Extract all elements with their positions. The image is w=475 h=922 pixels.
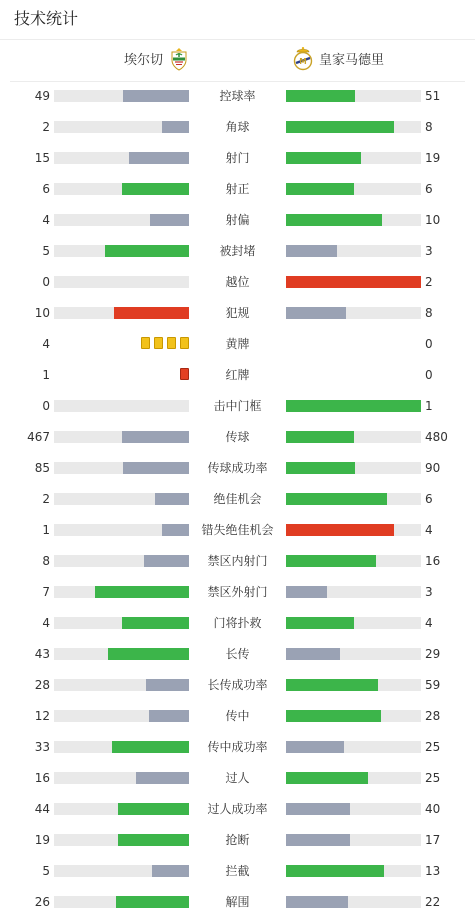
away-bar bbox=[286, 400, 421, 412]
home-bar-fill bbox=[150, 214, 189, 226]
home-bar bbox=[54, 524, 189, 536]
stat-row bbox=[0, 147, 475, 178]
stat-row bbox=[0, 395, 475, 426]
home-value: 5 bbox=[42, 244, 50, 258]
away-bar-fill bbox=[286, 121, 394, 133]
away-value: 8 bbox=[425, 120, 433, 134]
home-bar-fill bbox=[105, 245, 189, 257]
away-bar-fill bbox=[286, 276, 421, 288]
away-bar-fill bbox=[286, 462, 355, 474]
home-bar-fill bbox=[118, 803, 189, 815]
stat-label: 禁区内射门 bbox=[207, 554, 268, 568]
home-bar-fill bbox=[129, 152, 189, 164]
home-team[interactable] bbox=[124, 46, 189, 76]
stat-row bbox=[0, 116, 475, 147]
home-bar bbox=[54, 90, 189, 102]
home-bar-fill bbox=[116, 896, 189, 908]
away-bar-fill bbox=[286, 710, 381, 722]
away-value: 6 bbox=[425, 492, 433, 506]
stat-row bbox=[0, 364, 475, 395]
title-divider bbox=[0, 39, 475, 40]
away-value: 25 bbox=[425, 740, 441, 754]
away-value: 13 bbox=[425, 864, 441, 878]
stat-row bbox=[0, 798, 475, 829]
away-bar bbox=[286, 307, 421, 319]
stat-row bbox=[0, 612, 475, 643]
stat-row bbox=[0, 302, 475, 333]
away-bar-fill bbox=[286, 679, 378, 691]
stat-label: 解围 bbox=[225, 895, 250, 909]
yellow-card-icon bbox=[167, 337, 176, 349]
home-bar bbox=[54, 834, 189, 846]
away-value: 51 bbox=[425, 89, 441, 103]
home-value: 26 bbox=[34, 895, 50, 909]
away-bar bbox=[286, 245, 421, 257]
stat-label: 击中门框 bbox=[213, 399, 262, 413]
stat-label: 黄牌 bbox=[225, 337, 250, 351]
home-value: 4 bbox=[42, 337, 50, 351]
home-value: 5 bbox=[42, 864, 50, 878]
home-bar bbox=[54, 710, 189, 722]
stat-label: 被封堵 bbox=[219, 244, 256, 258]
away-value: 4 bbox=[425, 523, 433, 537]
home-bar bbox=[54, 617, 189, 629]
header-divider bbox=[10, 81, 465, 82]
stat-row bbox=[0, 457, 475, 488]
away-value: 0 bbox=[425, 368, 433, 382]
away-value: 480 bbox=[425, 430, 448, 444]
home-bar-fill bbox=[162, 121, 189, 133]
stat-label: 拦截 bbox=[225, 864, 250, 878]
away-bar bbox=[286, 493, 421, 505]
away-value: 16 bbox=[425, 554, 441, 568]
away-bar-fill bbox=[286, 183, 354, 195]
stat-row bbox=[0, 209, 475, 240]
home-cards bbox=[180, 368, 189, 382]
home-bar bbox=[54, 245, 189, 257]
away-value: 19 bbox=[425, 151, 441, 165]
away-value: 3 bbox=[425, 585, 433, 599]
home-bar-fill bbox=[108, 648, 189, 660]
away-bar bbox=[286, 865, 421, 877]
away-bar bbox=[286, 648, 421, 660]
away-bar bbox=[286, 772, 421, 784]
stats-list bbox=[0, 85, 475, 922]
home-value: 44 bbox=[34, 802, 50, 816]
yellow-card-icon bbox=[154, 337, 163, 349]
stat-label: 门将扑救 bbox=[213, 616, 262, 630]
red-card-icon bbox=[180, 368, 189, 380]
home-bar-fill bbox=[114, 307, 189, 319]
away-bar-fill bbox=[286, 834, 350, 846]
away-value: 25 bbox=[425, 771, 441, 785]
home-bar-fill bbox=[118, 834, 189, 846]
home-bar-fill bbox=[136, 772, 189, 784]
away-value: 90 bbox=[425, 461, 441, 475]
real-madrid-crest-icon bbox=[292, 46, 314, 76]
stat-row bbox=[0, 767, 475, 798]
away-value: 0 bbox=[425, 337, 433, 351]
stat-label: 绝佳机会 bbox=[213, 492, 262, 506]
home-value: 49 bbox=[34, 89, 50, 103]
home-cards bbox=[141, 337, 189, 351]
home-bar bbox=[54, 648, 189, 660]
home-bar-fill bbox=[123, 90, 189, 102]
away-value: 59 bbox=[425, 678, 441, 692]
stat-label: 过人成功率 bbox=[207, 802, 268, 816]
away-value: 40 bbox=[425, 802, 441, 816]
home-bar bbox=[54, 803, 189, 815]
home-bar bbox=[54, 772, 189, 784]
home-bar bbox=[54, 493, 189, 505]
away-bar bbox=[286, 276, 421, 288]
home-bar bbox=[54, 214, 189, 226]
away-bar bbox=[286, 462, 421, 474]
stat-label: 错失绝佳机会 bbox=[201, 523, 274, 537]
stat-row bbox=[0, 643, 475, 674]
home-bar-fill bbox=[95, 586, 190, 598]
stat-row bbox=[0, 674, 475, 705]
stat-label: 射正 bbox=[225, 182, 250, 196]
away-bar bbox=[286, 679, 421, 691]
stat-label: 传中成功率 bbox=[207, 740, 268, 754]
stat-row bbox=[0, 891, 475, 922]
home-value: 7 bbox=[42, 585, 50, 599]
away-team-name: 皇家马德里 bbox=[319, 53, 385, 68]
home-bar-fill bbox=[122, 617, 190, 629]
home-bar bbox=[54, 400, 189, 412]
away-bar bbox=[286, 803, 421, 815]
home-value: 12 bbox=[34, 709, 50, 723]
home-bar-fill bbox=[155, 493, 189, 505]
away-bar-fill bbox=[286, 245, 337, 257]
home-value: 19 bbox=[34, 833, 50, 847]
home-bar bbox=[54, 183, 189, 195]
away-value: 10 bbox=[425, 213, 441, 227]
away-team[interactable] bbox=[292, 46, 384, 76]
away-bar-fill bbox=[286, 896, 348, 908]
stat-label: 犯规 bbox=[225, 306, 250, 320]
stat-label: 长传 bbox=[225, 647, 250, 661]
yellow-card-icon bbox=[141, 337, 150, 349]
stat-label: 控球率 bbox=[219, 89, 256, 103]
away-bar-fill bbox=[286, 214, 382, 226]
elche-crest-icon bbox=[169, 47, 189, 75]
home-value: 8 bbox=[42, 554, 50, 568]
stat-label: 禁区外射门 bbox=[207, 585, 268, 599]
away-value: 28 bbox=[425, 709, 441, 723]
stat-row bbox=[0, 550, 475, 581]
home-value: 2 bbox=[42, 120, 50, 134]
home-bar-fill bbox=[152, 865, 190, 877]
home-bar bbox=[54, 896, 189, 908]
away-bar bbox=[286, 524, 421, 536]
away-bar bbox=[286, 586, 421, 598]
away-bar bbox=[286, 121, 421, 133]
home-value: 15 bbox=[34, 151, 50, 165]
home-value: 85 bbox=[34, 461, 50, 475]
home-value: 6 bbox=[42, 182, 50, 196]
away-bar bbox=[286, 214, 421, 226]
stat-label: 射偏 bbox=[225, 213, 250, 227]
away-bar-fill bbox=[286, 772, 368, 784]
home-value: 467 bbox=[27, 430, 50, 444]
home-value: 10 bbox=[34, 306, 50, 320]
away-value: 29 bbox=[425, 647, 441, 661]
home-bar-fill bbox=[162, 524, 189, 536]
home-bar-fill bbox=[122, 431, 189, 443]
home-bar bbox=[54, 431, 189, 443]
away-bar bbox=[286, 183, 421, 195]
away-bar-fill bbox=[286, 865, 384, 877]
away-bar-fill bbox=[286, 493, 387, 505]
away-bar-fill bbox=[286, 307, 346, 319]
away-bar bbox=[286, 152, 421, 164]
home-bar bbox=[54, 679, 189, 691]
home-bar bbox=[54, 865, 189, 877]
home-bar bbox=[54, 152, 189, 164]
home-bar bbox=[54, 462, 189, 474]
stat-row bbox=[0, 426, 475, 457]
stat-label: 传球 bbox=[225, 430, 250, 444]
away-bar-fill bbox=[286, 524, 394, 536]
home-value: 1 bbox=[42, 523, 50, 537]
home-value: 4 bbox=[42, 213, 50, 227]
home-value: 16 bbox=[34, 771, 50, 785]
home-value: 28 bbox=[34, 678, 50, 692]
home-bar bbox=[54, 307, 189, 319]
away-bar bbox=[286, 896, 421, 908]
home-value: 33 bbox=[34, 740, 50, 754]
away-bar-fill bbox=[286, 555, 376, 567]
stat-row bbox=[0, 829, 475, 860]
stat-row bbox=[0, 581, 475, 612]
stat-label: 过人 bbox=[225, 771, 250, 785]
away-value: 17 bbox=[425, 833, 441, 847]
away-bar bbox=[286, 555, 421, 567]
away-bar bbox=[286, 90, 421, 102]
away-bar bbox=[286, 431, 421, 443]
stat-row bbox=[0, 271, 475, 302]
away-value: 4 bbox=[425, 616, 433, 630]
away-bar bbox=[286, 834, 421, 846]
stat-row bbox=[0, 736, 475, 767]
home-value: 2 bbox=[42, 492, 50, 506]
home-bar bbox=[54, 121, 189, 133]
home-bar-fill bbox=[123, 462, 189, 474]
away-bar-fill bbox=[286, 90, 355, 102]
home-bar bbox=[54, 741, 189, 753]
away-value: 3 bbox=[425, 244, 433, 258]
away-value: 8 bbox=[425, 306, 433, 320]
away-bar-fill bbox=[286, 803, 350, 815]
home-bar bbox=[54, 276, 189, 288]
stat-label: 越位 bbox=[225, 275, 250, 289]
svg-text:M: M bbox=[299, 57, 307, 66]
home-value: 0 bbox=[42, 399, 50, 413]
page-title: 技术统计 bbox=[14, 9, 79, 28]
away-bar-fill bbox=[286, 617, 354, 629]
away-bar-fill bbox=[286, 400, 421, 412]
stat-row bbox=[0, 240, 475, 271]
stat-label: 红牌 bbox=[225, 368, 250, 382]
yellow-card-icon bbox=[180, 337, 189, 349]
home-bar-fill bbox=[122, 183, 190, 195]
stat-row bbox=[0, 705, 475, 736]
stat-row bbox=[0, 860, 475, 891]
home-bar-fill bbox=[144, 555, 189, 567]
stat-label: 射门 bbox=[225, 151, 250, 165]
home-bar bbox=[54, 586, 189, 598]
stat-row bbox=[0, 333, 475, 364]
home-value: 1 bbox=[42, 368, 50, 382]
stat-label: 长传成功率 bbox=[207, 678, 268, 692]
home-bar-fill bbox=[146, 679, 189, 691]
stat-row bbox=[0, 178, 475, 209]
away-bar bbox=[286, 741, 421, 753]
away-bar bbox=[286, 710, 421, 722]
stat-label: 抢断 bbox=[225, 833, 250, 847]
home-value: 0 bbox=[42, 275, 50, 289]
away-value: 1 bbox=[425, 399, 433, 413]
away-bar-fill bbox=[286, 648, 340, 660]
stat-row bbox=[0, 488, 475, 519]
away-value: 6 bbox=[425, 182, 433, 196]
away-bar-fill bbox=[286, 586, 327, 598]
home-bar-fill bbox=[112, 741, 189, 753]
away-bar bbox=[286, 617, 421, 629]
stat-row bbox=[0, 519, 475, 550]
away-bar-fill bbox=[286, 431, 354, 443]
stat-label: 传球成功率 bbox=[207, 461, 268, 475]
away-value: 22 bbox=[425, 895, 441, 909]
stat-label: 传中 bbox=[225, 709, 250, 723]
away-bar-fill bbox=[286, 152, 361, 164]
away-value: 2 bbox=[425, 275, 433, 289]
stat-row bbox=[0, 85, 475, 116]
stat-label: 角球 bbox=[225, 120, 250, 134]
home-value: 4 bbox=[42, 616, 50, 630]
away-bar-fill bbox=[286, 741, 344, 753]
home-bar bbox=[54, 555, 189, 567]
home-team-name: 埃尔切 bbox=[124, 53, 164, 68]
home-value: 43 bbox=[34, 647, 50, 661]
home-bar-fill bbox=[149, 710, 190, 722]
